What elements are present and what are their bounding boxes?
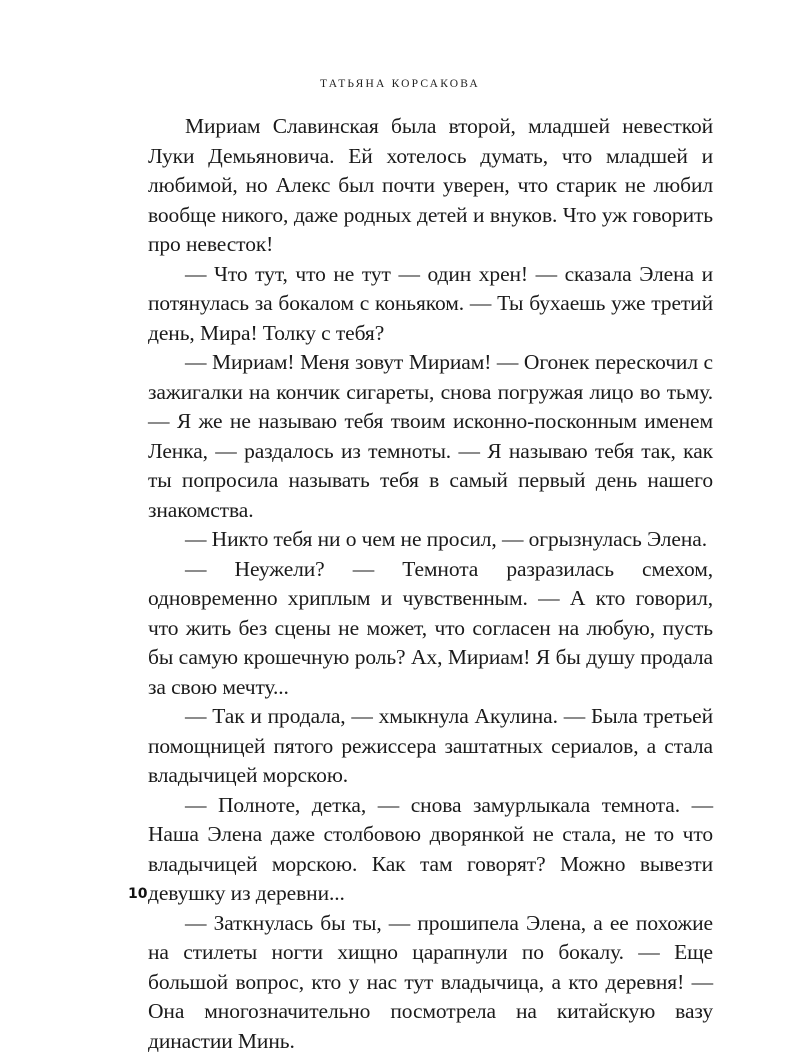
running-header-author: ТАТЬЯНА КОРСАКОВА: [0, 78, 800, 90]
paragraph: — Что тут, что не тут — один хрен! — сказала Элена и потянулась за бокалом с коньяком. — Ты бухаешь уже третий день, Мира! Толку с тебя?: [148, 260, 713, 349]
paragraph: — Заткнулась бы ты, — прошипела Элена, а ее похожие на стилеты ногти хищно царапнули по бокалу. — Еще большой вопрос, кто у нас тут владычица, а кто деревня! — Она многозначительно посмотрела на китайскую вазу династии Минь.: [148, 909, 713, 1056]
paragraph: — Неужели? — Темнота разразилась смехом, одновременно хриплым и чувственным. — А кто говорил, что жить без сцены не может, что согласен на любую, пусть бы самую крошечную роль? Ах, Мириам! Я бы душу продала за свою мечту...: [148, 555, 713, 703]
paragraph: — Мириам! Меня зовут Мириам! — Огонек перескочил с зажигалки на кончик сигареты, снова погружая лицо во тьму. — Я же не называю тебя твоим исконно-посконным именем Ленка, — раздалось из темноты. — Я называю тебя так, как ты попросила называть тебя в самый первый день нашего знакомства.: [148, 348, 713, 525]
paragraph: — Так и продала, — хмыкнула Акулина. — Была третьей помощницей пятого режиссера заштатных сериалов, а стала владычицей морскою.: [148, 702, 713, 791]
paragraph: — Никто тебя ни о чем не просил, — огрызнулась Элена.: [148, 525, 713, 555]
paragraph: Мириам Славинская была второй, младшей невесткой Луки Демьяновича. Ей хотелось думать, что младшей и любимой, но Алекс был почти уверен, что старик не любил вообще никого, даже родных детей и внуков. Что уж говорить про невесток!: [148, 112, 713, 260]
body-text: [148, 112, 713, 1056]
paragraph: — Полноте, детка, — снова замурлыкала темнота. — Наша Элена даже столбовою дворянкой не стала, не то что владычицей морскою. Как там говорят? Можно вывезти девушку из деревни...: [148, 791, 713, 909]
page-number: 10: [128, 886, 147, 902]
